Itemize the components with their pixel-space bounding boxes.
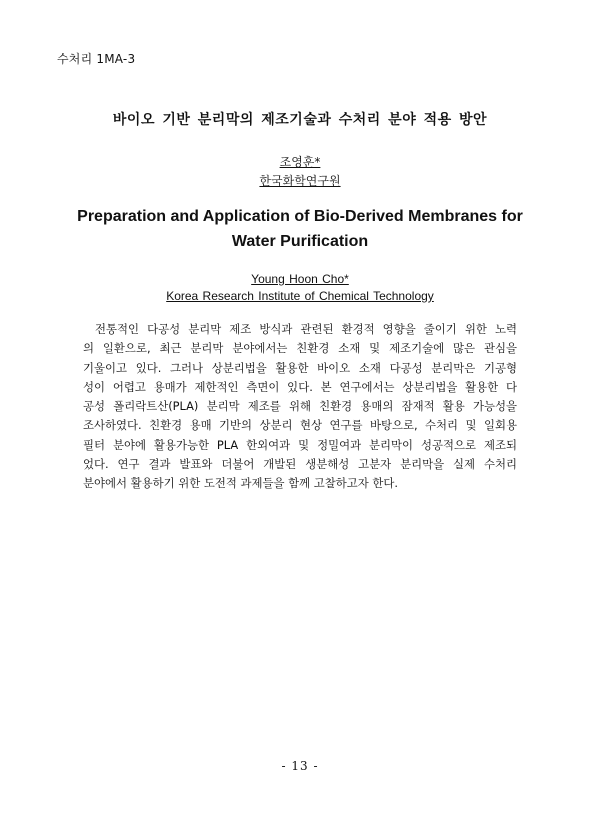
abstract-line: 필터 분야에 활용가능한 PLA 한외여과 및 정밀여과 분리막이 성공적으로 제조되	[83, 437, 517, 452]
page-number: - 13 -	[281, 759, 319, 773]
korean-title: 바이오 기반 분리막의 제조기술과 수처리 분야 적용 방안	[112, 112, 488, 128]
korean-affiliation: 한국화학연구원	[259, 174, 341, 188]
abstract-line: 분야에서 활용하기 위한 도전적 과제들을 함께 고찰하고자 한다.	[83, 476, 399, 491]
session-code: 수처리 1MA-3	[57, 52, 136, 66]
abstract-line: 전통적인 다공성 분리막 제조 방식과 관련된 환경적 영향을 줄이기 위한 노력	[95, 322, 517, 336]
abstract-line: 성이 어렵고 용매가 제한적인 측면이 있다. 본 연구에서는 상분리법을 활용한 다	[83, 379, 517, 394]
english-affiliation: Korea Research Institute of Chemical Technology	[166, 289, 434, 303]
english-title-line-2: Water Purification	[231, 233, 369, 250]
abstract-line: 었다. 연구 결과 발표와 더불어 개발된 생분해성 고분자 분리막을 실제 수처리	[83, 457, 517, 472]
korean-author: 조영훈*	[279, 155, 321, 169]
abstract-body	[83, 320, 517, 494]
abstract-line: 의 일환으로, 최근 분리막 분야에서는 친환경 소재 및 제조기술에 많은 관심을	[83, 341, 517, 356]
english-title-line-1: Preparation and Application of Bio-Derived Membranes for	[77, 208, 523, 225]
abstract-line: 공성 폴리락트산(PLA) 분리막 제조를 위해 친환경 용매의 잠재적 활용 가능성을	[83, 399, 517, 414]
abstract-line: 조사하였다. 친환경 용매 기반의 상분리 현상 연구를 바탕으로, 수처리 및 일회용	[83, 418, 517, 433]
english-title	[0, 204, 600, 254]
abstract-line: 기울이고 있다. 그러나 상분리법을 활용한 바이오 소재 다공성 분리막은 기공형	[83, 360, 517, 375]
english-author: Young Hoon Cho*	[251, 272, 349, 286]
